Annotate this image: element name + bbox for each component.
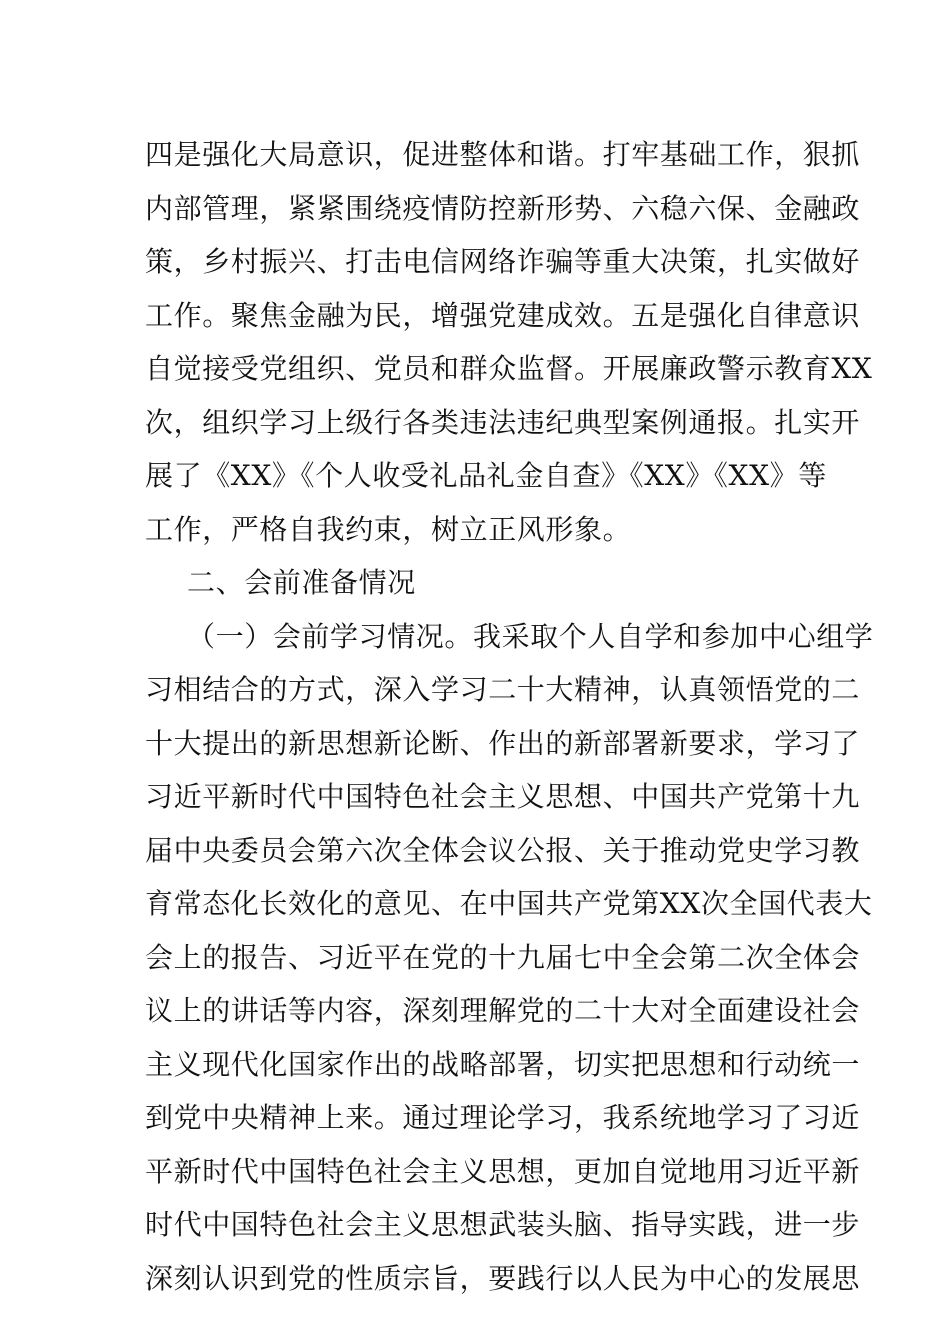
text-line: 育常态化长效化的意见、在中国共产党第XX次全国代表大 [145, 887, 873, 920]
text-line: 深刻认识到党的性质宗旨，要践行以人民为中心的发展思 [145, 1261, 861, 1295]
section-heading: 二、会前准备情况 [187, 566, 416, 599]
text-line: 自觉接受党组织、党员和群众监督。开展廉政警示教育XX [145, 352, 873, 385]
text-line: 习近平新时代中国特色社会主义思想、中国共产党第十九 [145, 780, 861, 813]
text-line: 会上的报告、习近平在党的十九届七中全会第二次全体会 [145, 940, 861, 974]
text-line: 工作。聚焦金融为民，增强党建成效。五是强化自律意识 [145, 298, 861, 332]
text-line: 届中央委员会第六次全体会议公报、关于推动党史学习教 [145, 833, 861, 867]
text-line: （一）会前学习情况。我采取个人自学和参加中心组学 [187, 619, 874, 653]
text-line: 展了《XX》《个人收受礼品礼金自查》《XX》《XX》等 [145, 459, 827, 492]
text-line: 次，组织学习上级行各类违法违纪典型案例通报。扎实开 [145, 405, 861, 439]
text-line: 十大提出的新思想新论断、作出的新部署新要求，学习了 [145, 726, 861, 760]
text-line: 内部管理，紧紧围绕疫情防控新形势、六稳六保、金融政 [145, 191, 861, 225]
text-line: 议上的讲话等内容，深刻理解党的二十大对全面建设社会 [145, 994, 861, 1027]
text-line: 到党中央精神上来。通过理论学习，我系统地学习了习近 [145, 1101, 861, 1134]
text-line: 策，乡村振兴、打击电信网络诈骗等重大决策，扎实做好 [145, 245, 861, 278]
document-body [145, 128, 874, 1305]
text-line: 习相结合的方式，深入学习二十大精神，认真领悟党的二 [145, 673, 861, 706]
text-line: 主义现代化国家作出的战略部署，切实把思想和行动统一 [145, 1047, 861, 1081]
text-line: 时代中国特色社会主义思想武装头脑、指导实践，进一步 [145, 1208, 861, 1241]
text-line: 四是强化大局意识，促进整体和谐。打牢基础工作，狠抓 [145, 138, 861, 171]
text-line: 平新时代中国特色社会主义思想，更加自觉地用习近平新 [145, 1154, 861, 1188]
text-line: 工作，严格自我约束，树立正风形象。 [145, 512, 632, 546]
